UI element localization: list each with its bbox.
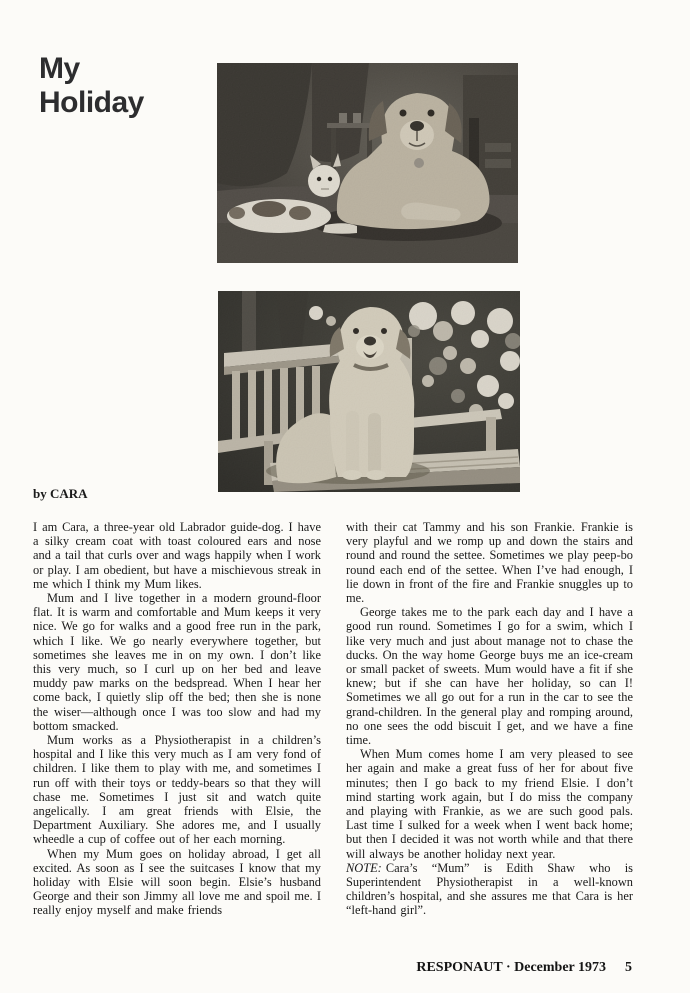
photo-dog-and-cat-illustration [217,63,518,263]
photo-dog-on-bench-illustration [218,291,520,492]
page-number: 5 [625,960,632,975]
article-title-line2: Holiday [39,86,144,119]
photo-dog-and-cat [217,63,518,263]
photo-dog-on-bench [218,291,520,492]
article-title-line1: My [39,52,80,85]
journal-name-and-date: RESPONAUT · December 1973 [416,960,606,975]
byline: by CARA [33,486,88,501]
paragraph: I am Cara, a three-year old Labrador guide-dog. I have a silky cream coat with toast coloured ears and nose and a tail that curls over and wags happily when I work or play. I am obedient, but have a mischievous streak in me which I think my Mum likes. [33,520,321,591]
paragraph: George takes me to the park each day and I have a good run round. Sometimes I go for a swim, which I like very much and just about manage not to chase the ducks. On the way home George buys me an ice-cream or small packet of sweets. Mum would have a fit if she knew; but if she can have her holiday, so can I! Sometimes we all go out for a run in the car to see the grand-children. In the general play and romping around, no one sees the odd biscuit I get, and we have a fine time. [346,605,633,748]
paragraph: Mum works as a Physiotherapist in a children’s hospital and I like this very much as I am very fond of children. I like them to play with me, and sometimes I run off with their toys or teddy-bears so that they will chase me. Sometimes I just sit and watch quite angelically. I am great friends with Elsie, the Department Auxiliary. She adores me, and I usually wheedle a cup of coffee out of her each morning. [33,733,321,847]
page-footer [416,960,632,976]
paragraph: with their cat Tammy and his son Frankie. Frankie is very playful and we romp up and down the stairs and round and round the settee. Sometimes we play peep-bo round each end of the settee. When I’ve had enough, I lie down in front of the fire and Frankie snuggles up to me. [346,520,633,606]
article-title [39,52,144,120]
note-text: Cara’s “Mum” is Edith Shaw who is Superintendent Physiotherapist in a well-known children’s hospital, and she assures me that Cara is her “left-hand girl”. [346,860,633,918]
paragraph: When my Mum goes on holiday abroad, I get all excited. As soon as I see the suitcases I know that my holiday with Elsie will soon begin. Elsie’s husband George and their son Jimmy all love me and spoil me. I really enjoy myself and make friends [33,846,321,918]
note-label: NOTE: [346,860,382,875]
paragraph: When Mum comes home I am very pleased to see her again and make a great fuss of her for about five minutes; then I go back to my friend Elsie. I don’t mind starting work again, but I do miss the company and playing with Frankie, as we are such good pals. Last time I sulked for a week when I went back home; but then I decided it was not worth while and that there will always be another holiday next year. [346,747,633,861]
article-column-right [346,520,633,918]
note-paragraph [346,861,633,918]
paragraph: Mum and I live together in a modern ground-floor flat. It is warm and comfortable and Mum keeps it very nice. We go for walks and a good free run in the park, which I like. We go nearly everywhere together, but sometimes she leaves me in on my own. I don’t like this very much, so I curl up on her bed and leave muddy paw marks on the bedspread. When I hear her come back, I quietly slip off the bed; then she is none the wiser—although once I was too slow and had my bottom smacked. [33,591,321,733]
article-column-left [33,520,321,918]
